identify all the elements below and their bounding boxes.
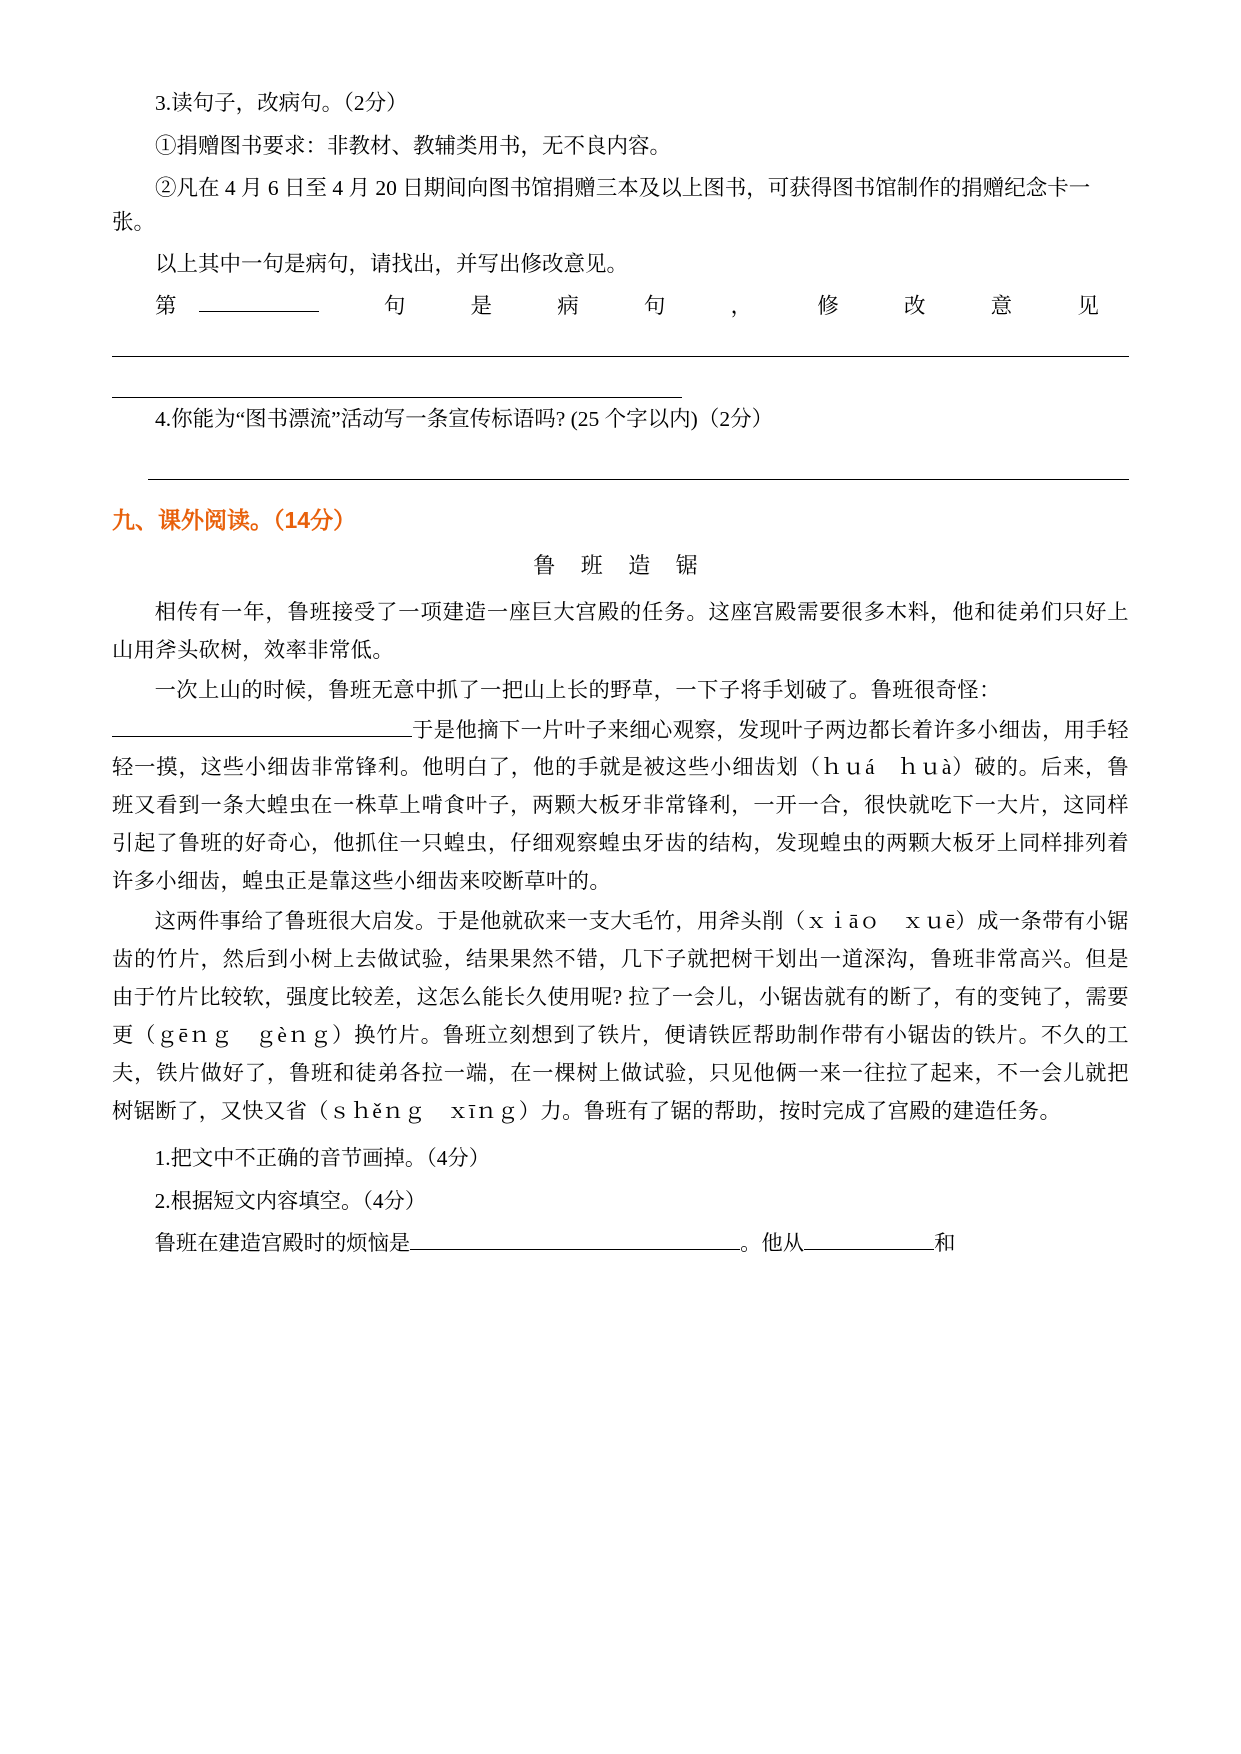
answer-cell-2: 句 — [383, 294, 406, 319]
answer-line-1[interactable] — [112, 326, 1129, 357]
reading-question-2-fill — [112, 1225, 1129, 1261]
article-inline-blank[interactable] — [112, 736, 412, 737]
answer-cell-6: ， — [730, 294, 753, 319]
question-4-heading: 4.你能为“图书漂流”活动写一条宣传标语吗? (25 个字以内)（2分） — [155, 406, 774, 431]
question-4-answer-line[interactable] — [148, 445, 1129, 480]
article-paragraph-3-text: 于是他摘下一片叶子来细心观察，发现叶子两边都长着许多小细齿，用手轻轻一摸，这些小细齿非常锋利。他明白了，他的手就是被这些小细齿划（ｈｕá ｈｕà）破的。后来，鲁班又看到一条大蝗虫在一株草上啃食叶子，两颗大板牙非常锋利，一开一合，很快就吃下一大片，这同样引起了鲁班的好奇心，他抓住一只蝗虫，仔细观察蝗虫牙齿的结构，发现蝗虫的两颗大板牙上同样排列着许多小细齿，蝗虫正是靠这些小细齿来咬断草叶的。 — [112, 717, 1129, 894]
answer-cell-9: 意 — [990, 294, 1013, 319]
answer-cell-5: 句 — [643, 294, 666, 319]
fill-suffix: 和 — [934, 1230, 956, 1255]
article-paragraph-2-text: 一次上山的时候，鲁班无意中抓了一把山上长的野草，一下子将手划破了。鲁班很奇怪： — [154, 677, 1001, 702]
answer-cell-4: 病 — [557, 294, 579, 319]
article-title: 鲁 班 造 锯 — [533, 552, 708, 578]
answer-line-2[interactable] — [112, 367, 682, 398]
fill-blank-2[interactable] — [804, 1227, 934, 1250]
fill-prefix: 鲁班在建造宫殿时的烦恼是 — [154, 1230, 411, 1255]
reading-question-2: 2.根据短文内容填空。（4分） — [154, 1188, 427, 1213]
answer-cell-3: 是 — [470, 294, 493, 319]
fill-mid: 。他从 — [740, 1230, 805, 1255]
fill-blank-1[interactable] — [410, 1227, 740, 1250]
answer-cell-0: 第 — [155, 294, 177, 319]
answer-blank-input[interactable] — [199, 289, 319, 312]
article-paragraph-1: 相传有一年，鲁班接受了一项建造一座巨大宫殿的任务。这座宫殿需要很多木料，他和徒弟们只好上山用斧头砍树，效率非常低。 — [112, 599, 1129, 662]
answer-cell-10: 见 — [1077, 294, 1099, 319]
article-paragraph-3 — [112, 712, 1129, 902]
article-paragraph-4: 这两件事给了鲁班很大启发。于是他就砍来一支大毛竹，用斧头削（ｘｉāｏ ｘｕē）成一条带有小锯齿的竹片，然后到小树上去做试验，结果果然不错，几下子就把树干划出一道深沟，鲁班非常高兴。但是由于竹片比较软，强度比较差，这怎么能长久使用呢? 拉了一会儿，小锯齿就有的断了，有的变钝了，需要更（ｇēｎｇ ｇèｎｇ）换竹片。鲁班立刻想到了铁片，便请铁匠帮助制作带有小锯齿的铁片。不久的工夫，铁片做好了，鲁班和徒弟各拉一端，在一棵树上做试验，只见他俩一来一往拉了起来，不一会儿就把树锯断了，又快又省（ｓｈěｎｇ ｘīｎｇ）力。鲁班有了锯的帮助，按时完成了宫殿的建造任务。 — [112, 909, 1129, 1123]
answer-cell-7: 修 — [817, 294, 839, 319]
question-3-instruction: 以上其中一句是病句，请找出，并写出修改意见。 — [155, 252, 629, 277]
section-nine-title: 九、课外阅读。（14分） — [112, 506, 357, 533]
question-3-answer-row — [112, 289, 1129, 324]
article-paragraph-2 — [112, 672, 1129, 710]
reading-question-1: 1.把文中不正确的音节画掉。（4分） — [154, 1146, 491, 1171]
answer-cell-8: 改 — [903, 294, 926, 319]
question-3-item-1: ①捐赠图书要求：非教材、教辅类用书，无不良内容。 — [155, 133, 672, 158]
question-3-item-2: ②凡在 4 月 6 日至 4 月 20 日期间向图书馆捐赠三本及以上图书，可获得图书馆制作的捐赠纪念卡一张。 — [112, 175, 1091, 235]
question-3-heading: 3.读句子，改病句。（2分） — [155, 91, 408, 115]
